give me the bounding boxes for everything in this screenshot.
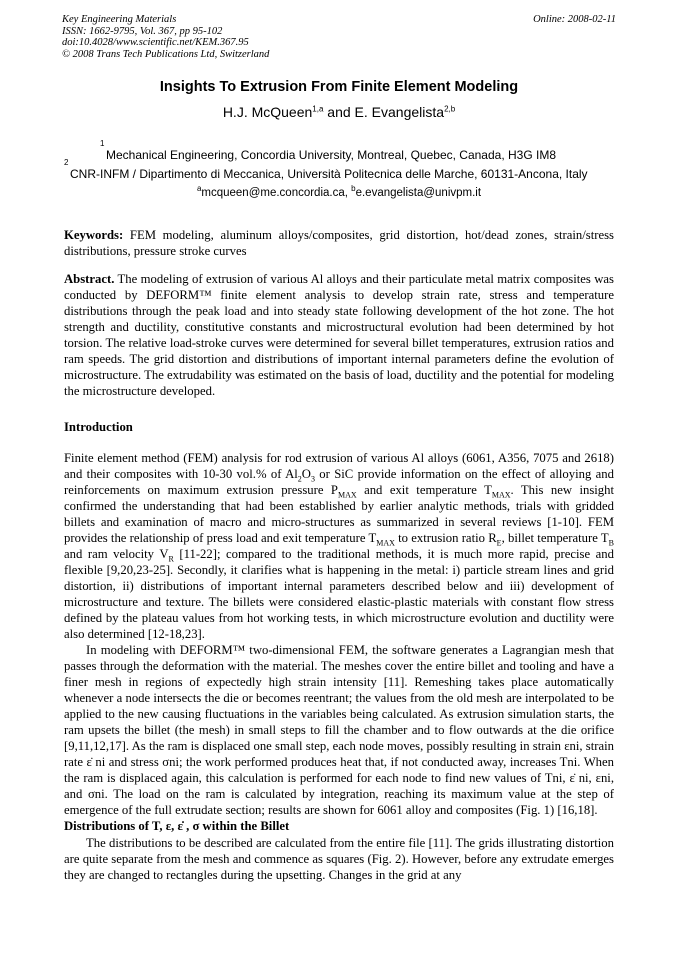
keywords-label: Keywords: (64, 228, 124, 242)
email-b: e.evangelista@univpm.it (355, 187, 482, 199)
issn-line: ISSN: 1662-9795, Vol. 367, pp 95-102 (62, 25, 223, 37)
distributions-paragraph-1: The distributions to be described are calculated from the entire file [11]. The grids illustrating distortion are quite separate from the mesh and commence as squares (Fig. 2). However, before any extrudate emerges they are changed to rectangles during the upsetting. Changes in the grid at any (64, 836, 614, 882)
intro-paragraph-2: In modeling with DEFORM™ two-dimensional FEM, the software generates a Lagrangian mesh that passes through the deformation with the material. The meshes cover the entire billet and tooling and have a finer mesh in regions of expectedly high strain intensity [11]. Remeshing takes place automatically whenever a node intersects the die or becomes reentrant; the values from the old mesh are interpolated to be applied to the new causing fluctuations in the variables being calculated. As extrusion simulation starts, the ram upsets the billet (the mesh) in small steps to fill the chamber and to flow outwards at the die orifice [9,11,12,17]. As the ram is displaced one small step, each node moves, possibly resulting in strain εni, strain rate ε̇ ni and stress σni; the work performed produces heat that, if not conducted away, increases Tni. When the ram is displaced again, this calculation is performed for each node to find new values of Tni, ε̇ ni, εni, and σni. The load on the ram is calculated by integration, reaching its maximum value at the step of emergence of the full extrudate section; results are shown for 6061 alloy and composites (Fig. 1) [16,18]. (64, 643, 614, 817)
email-a-sup: a (196, 184, 202, 194)
author-1-sup: 1,a (312, 104, 324, 114)
affil-2: CNR-INFM / Dipartimento di Meccanica, Università Politecnica delle Marche, 60131-Ancona, Italy (70, 167, 588, 181)
keywords-text: FEM modeling, aluminum alloys/composites, grid distortion, hot/dead zones, strain/stress distributions, pressure stroke curves (64, 228, 614, 258)
introduction-body (64, 450, 614, 818)
introduction-heading: Introduction (64, 420, 133, 434)
online-date: Online: 2008-02-11 (533, 14, 616, 25)
intro-paragraph-1: Finite element method (FEM) analysis for rod extrusion of various Al alloys (6061, A356, 7075 and 2618) and their composites with 10-30 vol.% of $Al_2O_3$ or SiC provide information on the effect of alloying and reinforcements on maximum extrusion pressure $P_{MAX}$ and exit temperature $T_{MAX}$. This new insight confirmed the understanding that had been established by earlier analytic methods, trials with gridded billets and examination of macro and micro-structures as summarized in several reviews [1-10]. FEM provides the relationship of press load and exit temperature $T_{MAX}$ to extrusion ratio $R_E$, billet temperature $T_B$ and ram velocity $V_R$ [11-22]; compared to the traditional methods, it is much more rapid, precise and flexible [9,20,23-25]. Secondly, it clarifies what is happening in the metal: i) particle stream lines and grid distortion, ii) distributions of important internal parameters described below and iii) development of microstructure and texture. The billets were considered elastic-plastic materials with constant flow stress defined by the plateau values from hot working tests, in which microstructure evolution and ductility were also determined [12-18,23]. (64, 451, 615, 641)
abstract-label: Abstract. (64, 272, 115, 286)
author-2: and E. Evangelista (323, 104, 445, 120)
journal-header (62, 14, 616, 60)
author-2-sup: 2,b (444, 104, 456, 114)
abstract-section (64, 271, 614, 399)
affil-2-number: 2 (64, 158, 69, 167)
paper-title: Insights To Extrusion From Finite Element Modeling (159, 79, 519, 95)
email-a: mcqueen@me.concordia.ca, (201, 187, 352, 199)
author-1: H.J. McQueen (222, 104, 313, 120)
email-b-sup: b (351, 184, 356, 194)
affil-1: Mechanical Engineering, Concordia University, Montreal, Quebec, Canada, H3G IM8 (106, 148, 556, 162)
journal-name: Key Engineering Materials (62, 14, 177, 25)
author-line (62, 104, 616, 120)
abstract-text: The modeling of extrusion of various Al alloys and their particulate metal matrix composites was conducted by DEFORM™ finite element analysis to develop strain rate, stress and temperature distributions through the peak load and into steady state following development of the hot zone. The hot strength and ductility, constitutive constants and microstructural evolution had been determined by hot torsion. The relative load-stroke curves were determined for several billet temperatures, extrusion ratios and ram speeds. The grid distortion and distributions of important internal parameters define the evolution of microstructure. The extrudability was estimated on the basis of load, ductility and the potential for modeling the microstructure developed. (64, 272, 614, 398)
distributions-heading: Distributions of T, ε, ε̇ , σ within the Billet (64, 819, 290, 833)
distributions-body (64, 835, 614, 883)
keywords-section (64, 227, 614, 259)
doi-line: doi:10.4028/www.scientific.net/KEM.367.95 (62, 37, 249, 49)
copyright-line: © 2008 Trans Tech Publications Ltd, Switzerland (62, 48, 270, 60)
author-emails (62, 184, 616, 199)
affil-1-number: 1 (100, 139, 105, 148)
